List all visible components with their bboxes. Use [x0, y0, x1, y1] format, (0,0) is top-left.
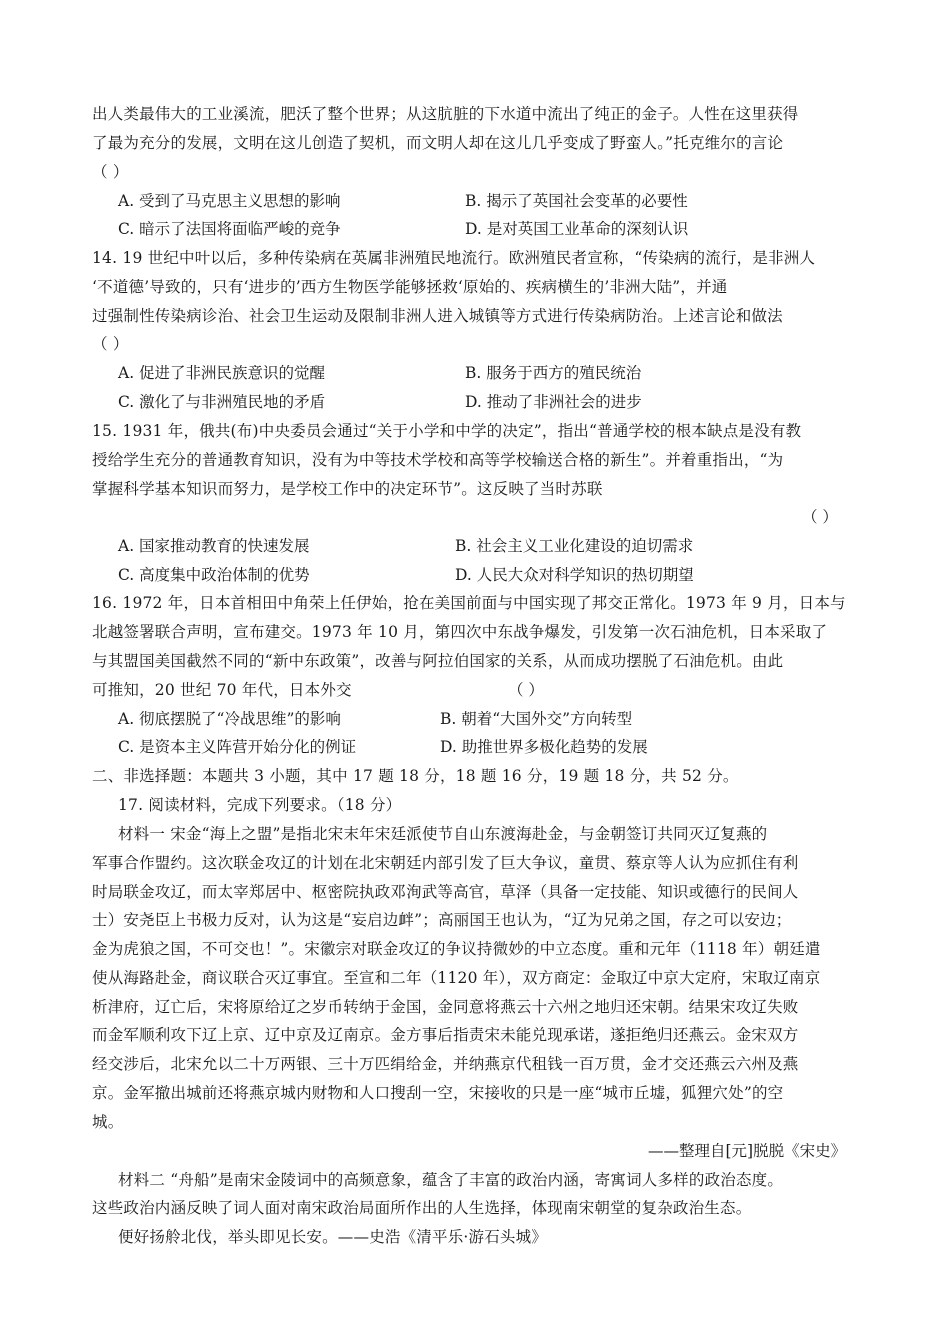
- material-1-line-10: 京。金军撤出城前还将燕京城内财物和人口搜刮一空，宋接收的只是一座“城市丘墟，狐狸穴处”的空: [92, 1084, 784, 1102]
- material-1-source: ——整理自[元]脱脱《宋史》: [648, 1142, 847, 1160]
- q16-option-a: A. 彻底摆脱了“冷战思维”的影响: [118, 710, 341, 728]
- q14-line-3: 过强制性传染病诊治、社会卫生运动及限制非洲人进入城镇等方式进行传染病防治。上述言论和做法: [92, 307, 783, 325]
- q16-option-d: D. 助推世界多极化趋势的发展: [440, 738, 648, 756]
- q14-line-1: 14. 19 世纪中叶以后，多种传染病在英属非洲殖民地流行。欧洲殖民者宣称，“传染病的流行，是非洲人: [92, 249, 816, 267]
- material-1-line-1: 材料一 宋金“海上之盟”是指北宋末年宋廷派使节自山东渡海赴金，与金朝签订共同灭辽复燕的: [118, 825, 768, 843]
- material-2-line-1: 材料二 “舟船”是南宋金陵词中的高频意象，蕴含了丰富的政治内涵，寄寓词人多样的政治态度。: [118, 1171, 784, 1189]
- material-1-line-8: 而金军顺利攻下辽上京、辽中京及辽南京。金方事后指责宋未能兑现承诺，遂拒绝归还燕云。金宋双方: [92, 1026, 799, 1044]
- q16-line-4: 可推知，20 世纪 70 年代，日本外交: [92, 681, 352, 699]
- q16-line-2: 北越签署联合声明，宣布建交。1973 年 10 月，第四次中东战争爆发，引发第一次石油危机，日本采取了: [92, 623, 828, 641]
- q13-line-2: 了最为充分的发展，文明在这儿创造了契机，而文明人却在这儿几乎变成了野蛮人。”托克维尔的言论: [92, 134, 784, 152]
- q13-option-a: A. 受到了马克思主义思想的影响: [118, 192, 341, 210]
- q13-answer-bracket: （ ）: [92, 163, 129, 181]
- q16-answer-bracket: （ ）: [508, 681, 544, 699]
- q15-option-b: B. 社会主义工业化建设的迫切需求: [455, 537, 694, 555]
- q15-line-3: 掌握科学基本知识而努力，是学校工作中的决定环节”。这反映了当时苏联: [92, 480, 603, 498]
- q15-answer-bracket: （ ）: [802, 508, 838, 526]
- material-1-line-5: 金为虎狼之国，不可交也！”。宋徽宗对联金攻辽的争议持微妙的中立态度。重和元年（1118 年）朝廷遣: [92, 940, 821, 958]
- q13-option-c: C. 暗示了法国将面临严峻的竞争: [118, 220, 341, 238]
- q13-option-d: D. 是对英国工业革命的深刻认识: [465, 220, 689, 238]
- q16-option-c: C. 是资本主义阵营开始分化的例证: [118, 738, 357, 756]
- q16-option-b: B. 朝着“大国外交”方向转型: [440, 710, 633, 728]
- material-2-quote: 便好扬舲北伐，举头即见长安。——史浩《清平乐·游石头城》: [118, 1228, 548, 1246]
- q14-line-2: ‘不道德’导致的，只有‘进步的’西方生物医学能够拯救‘原始的、疾病横生的’非洲大陆”，并通: [92, 278, 728, 296]
- q16-line-1: 16. 1972 年，日本首相田中角荣上任伊始，抢在美国前面与中国实现了邦交正常化。1973 年 9 月，日本与: [92, 594, 846, 612]
- material-1-line-11: 城。: [92, 1113, 124, 1131]
- material-1-line-4: 士）安尧臣上书极力反对，认为这是“妄启边衅”；高丽国王也认为，“辽为兄弟之国，存之可以安边；: [92, 911, 792, 929]
- q14-option-d: D. 推动了非洲社会的进步: [465, 393, 642, 411]
- material-2-line-2: 这些政治内涵反映了词人面对南宋政治局面所作出的人生选择，体现南宋朝堂的复杂政治生态。: [92, 1199, 752, 1217]
- q14-answer-bracket: （ ）: [92, 335, 129, 353]
- q15-line-1: 15. 1931 年，俄共(布)中央委员会通过“关于小学和中学的决定”，指出“普通学校的根本缺点是没有教: [92, 422, 802, 440]
- q16-line-3: 与其盟国美国截然不同的“新中东政策”，改善与阿拉伯国家的关系，从而成功摆脱了石油危机。由此: [92, 652, 784, 670]
- q15-option-d: D. 人民大众对科学知识的热切期望: [455, 566, 694, 584]
- material-1-line-2: 军事合作盟约。这次联金攻辽的计划在北宋朝廷内部引发了巨大争议，童贯、蔡京等人认为应抓住有利: [92, 854, 799, 872]
- q17-prompt: 17. 阅读材料，完成下列要求。（18 分）: [118, 796, 402, 814]
- q13-option-b: B. 揭示了英国社会变革的必要性: [465, 192, 688, 210]
- q15-option-a: A. 国家推动教育的快速发展: [118, 537, 310, 555]
- material-1-line-9: 经交涉后，北宋允以二十万两银、三十万匹绢给金，并纳燕京代租钱一百万贯，金才交还燕云六州及燕: [92, 1055, 799, 1073]
- q14-option-c: C. 激化了与非洲殖民地的矛盾: [118, 393, 326, 411]
- material-1-line-6: 使从海路赴金，商议联合灭辽事宜。至宣和二年（1120 年），双方商定：金取辽中京大定府，宋取辽南京: [92, 969, 821, 987]
- material-1-line-7: 析津府，辽亡后，宋将原给辽之岁币转纳于金国，金同意将燕云十六州之地归还宋朝。结果宋攻辽失败: [92, 998, 799, 1016]
- section-2-heading: 二、非选择题：本题共 3 小题，其中 17 题 18 分，18 题 16 分，19 题 18 分，共 52 分。: [92, 767, 739, 785]
- q14-option-b: B. 服务于西方的殖民统治: [465, 364, 642, 382]
- q15-line-2: 授给学生充分的普通教育知识，没有为中等技术学校和高等学校输送合格的新生”。并着重指出，“为: [92, 451, 784, 469]
- q15-option-c: C. 高度集中政治体制的优势: [118, 566, 310, 584]
- material-1-line-3: 时局联金攻辽，而太宰郑居中、枢密院执政邓洵武等高官，草泽（具备一定技能、知识或德行的民间人: [92, 883, 799, 901]
- q13-line-1: 出人类最伟大的工业溪流，肥沃了整个世界；从这肮脏的下水道中流出了纯正的金子。人性在这里获得: [92, 105, 799, 123]
- q14-option-a: A. 促进了非洲民族意识的觉醒: [118, 364, 326, 382]
